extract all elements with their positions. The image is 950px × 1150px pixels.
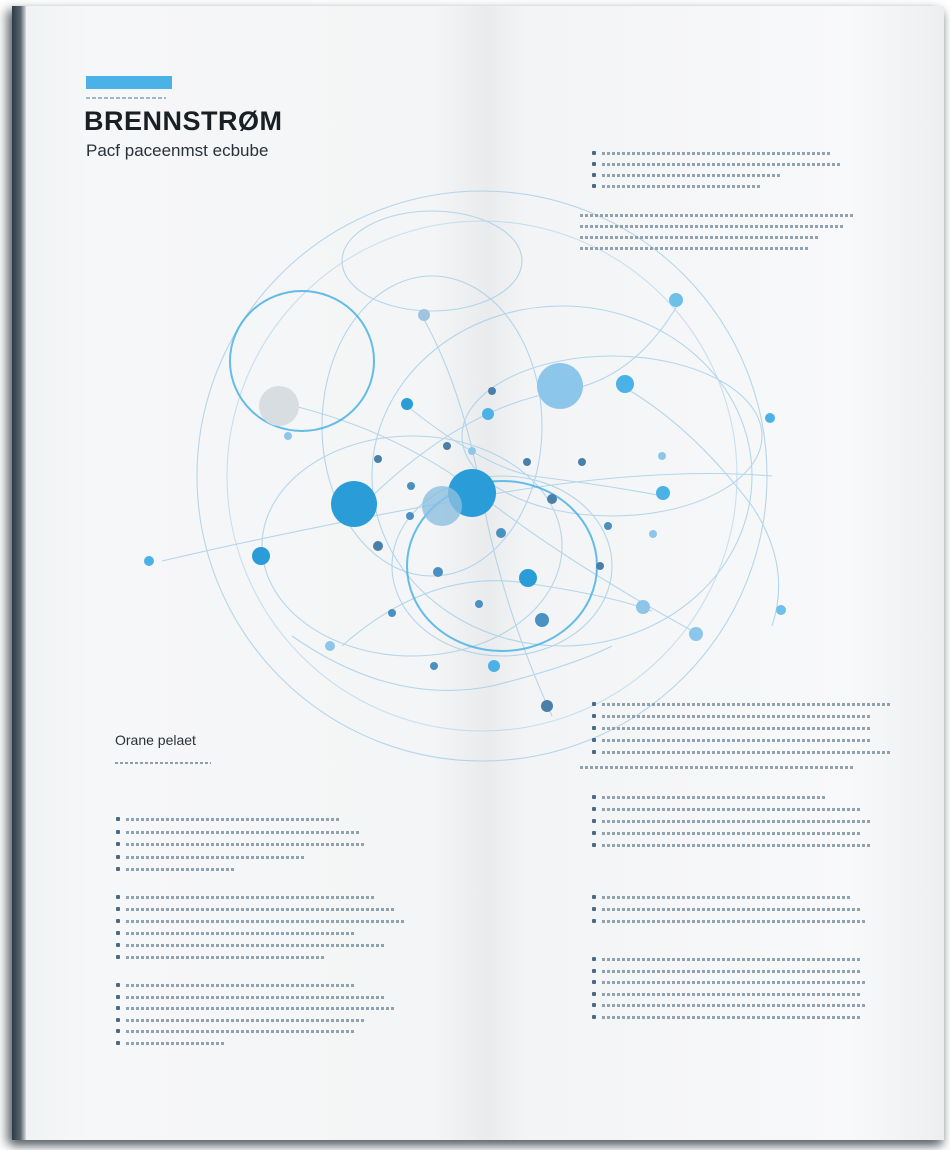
open-document-pages xyxy=(12,6,944,1140)
node xyxy=(765,413,775,423)
illegible-text-line xyxy=(126,920,406,923)
illegible-text-line xyxy=(126,956,326,959)
node xyxy=(578,458,586,466)
bullet-marker xyxy=(592,980,596,984)
illegible-text-line xyxy=(126,996,386,999)
bullet-marker xyxy=(592,819,596,823)
document-subtitle: Pacf paceenmst ecbube xyxy=(86,141,269,160)
node xyxy=(535,613,549,627)
bullet-marker xyxy=(116,995,120,999)
node xyxy=(658,452,666,460)
illegible-text-line xyxy=(602,808,862,811)
bullet-marker xyxy=(592,1003,596,1007)
node xyxy=(433,567,443,577)
bullet-marker xyxy=(116,943,120,947)
bullet-marker xyxy=(116,907,120,911)
bullet-marker xyxy=(116,931,120,935)
illegible-text-line xyxy=(602,993,862,996)
bullet-marker xyxy=(592,702,596,706)
bullet-marker xyxy=(592,750,596,754)
illegible-text-line xyxy=(126,1042,226,1045)
bullet-marker xyxy=(116,895,120,899)
bullet-marker xyxy=(116,955,120,959)
node xyxy=(656,486,670,500)
node xyxy=(496,528,506,538)
illegible-text-line xyxy=(580,766,855,769)
node xyxy=(284,432,292,440)
node xyxy=(519,569,537,587)
highlight-orbit xyxy=(230,291,374,431)
node xyxy=(669,293,683,307)
node xyxy=(374,455,382,463)
bullet-marker xyxy=(592,992,596,996)
illegible-text-line xyxy=(126,932,356,935)
illegible-text-line xyxy=(602,896,852,899)
bullet-marker xyxy=(592,895,596,899)
bullet-marker xyxy=(592,162,596,166)
bullet-marker xyxy=(592,151,596,155)
bullet-marker xyxy=(116,1041,120,1045)
bullet-marker xyxy=(592,173,596,177)
large-node xyxy=(537,363,583,409)
illegible-text-line xyxy=(580,247,810,250)
bullet-marker xyxy=(116,1029,120,1033)
node xyxy=(596,562,604,570)
node xyxy=(325,641,335,651)
illegible-text-line xyxy=(126,908,396,911)
illegible-text-line xyxy=(580,236,820,239)
node xyxy=(488,387,496,395)
illegible-text-line xyxy=(602,970,862,973)
illegible-text-line xyxy=(602,174,782,177)
bullet-marker xyxy=(592,184,596,188)
node xyxy=(418,309,430,321)
illegible-text-line xyxy=(602,1016,862,1019)
link-line xyxy=(622,386,779,626)
bullet-marker xyxy=(592,807,596,811)
node xyxy=(541,700,553,712)
illegible-text-line xyxy=(602,796,827,799)
brand-title: BRENNSTRØM xyxy=(84,106,283,136)
illegible-text-line xyxy=(126,944,386,947)
bullet-marker xyxy=(116,817,120,821)
node xyxy=(616,375,634,393)
node xyxy=(407,482,415,490)
orbit-ring xyxy=(262,436,562,656)
orbit-ring xyxy=(322,276,542,576)
node xyxy=(689,627,703,641)
bullet-marker xyxy=(592,726,596,730)
node xyxy=(252,547,270,565)
bullet-marker xyxy=(116,983,120,987)
bullet-marker xyxy=(116,867,120,871)
illegible-text-line xyxy=(602,920,867,923)
bullet-marker xyxy=(592,831,596,835)
link-line xyxy=(292,636,612,690)
bullet-marker xyxy=(592,795,596,799)
node xyxy=(547,494,557,504)
illegible-text-line xyxy=(602,832,862,835)
illegible-text-line xyxy=(602,981,867,984)
section-heading: Orane pelaet xyxy=(115,732,196,748)
node xyxy=(636,600,650,614)
illegible-text-line xyxy=(126,1007,396,1010)
bullet-marker xyxy=(116,830,120,834)
node xyxy=(488,660,500,672)
illegible-text-line xyxy=(602,958,862,961)
illegible-text-line xyxy=(126,818,341,821)
node xyxy=(430,662,438,670)
illegible-text-line xyxy=(126,831,361,834)
illegible-text-line xyxy=(602,163,842,166)
section-rule xyxy=(115,762,211,764)
node xyxy=(373,541,383,551)
illegible-text-line xyxy=(580,225,845,228)
illegible-text-line xyxy=(126,856,306,859)
illegible-text-line xyxy=(580,214,855,217)
node xyxy=(406,512,414,520)
illegible-text-line xyxy=(602,1004,867,1007)
illegible-text-line xyxy=(126,843,366,846)
illegible-text-line xyxy=(602,715,872,718)
node xyxy=(144,556,154,566)
bullet-marker xyxy=(592,907,596,911)
bullet-marker xyxy=(116,855,120,859)
node xyxy=(388,609,396,617)
node xyxy=(604,522,612,530)
large-node xyxy=(331,481,377,527)
illegible-text-line xyxy=(602,751,892,754)
highlight-orbits xyxy=(230,291,597,651)
illegible-text-line xyxy=(602,820,872,823)
large-node xyxy=(259,386,299,426)
node xyxy=(649,530,657,538)
bullet-marker xyxy=(116,1006,120,1010)
node xyxy=(482,408,494,420)
illegible-text-line xyxy=(126,896,376,899)
illegible-text-line xyxy=(602,185,762,188)
illegible-text-line xyxy=(602,703,892,706)
illegible-text-line xyxy=(602,739,872,742)
bullet-marker xyxy=(592,969,596,973)
node xyxy=(468,447,476,455)
node xyxy=(443,442,451,450)
bullet-marker xyxy=(592,843,596,847)
orbit-ring xyxy=(372,306,752,646)
illegible-text-line xyxy=(602,727,872,730)
bullet-marker xyxy=(592,738,596,742)
illegible-text-line xyxy=(126,1030,356,1033)
illegible-text-line xyxy=(602,152,832,155)
bullet-marker xyxy=(592,1015,596,1019)
node xyxy=(523,458,531,466)
illegible-text-line xyxy=(602,844,872,847)
node xyxy=(475,600,483,608)
bullet-marker xyxy=(116,1018,120,1022)
illegible-text-line xyxy=(126,1019,366,1022)
bullet-marker xyxy=(116,919,120,923)
illegible-text-line xyxy=(126,984,356,987)
bullet-marker xyxy=(116,842,120,846)
illegible-text-line xyxy=(602,908,862,911)
bullet-marker xyxy=(592,919,596,923)
bullet-marker xyxy=(592,957,596,961)
node xyxy=(776,605,786,615)
node xyxy=(401,398,413,410)
bullet-marker xyxy=(592,714,596,718)
large-node xyxy=(422,486,462,526)
illegible-text-line xyxy=(126,868,236,871)
